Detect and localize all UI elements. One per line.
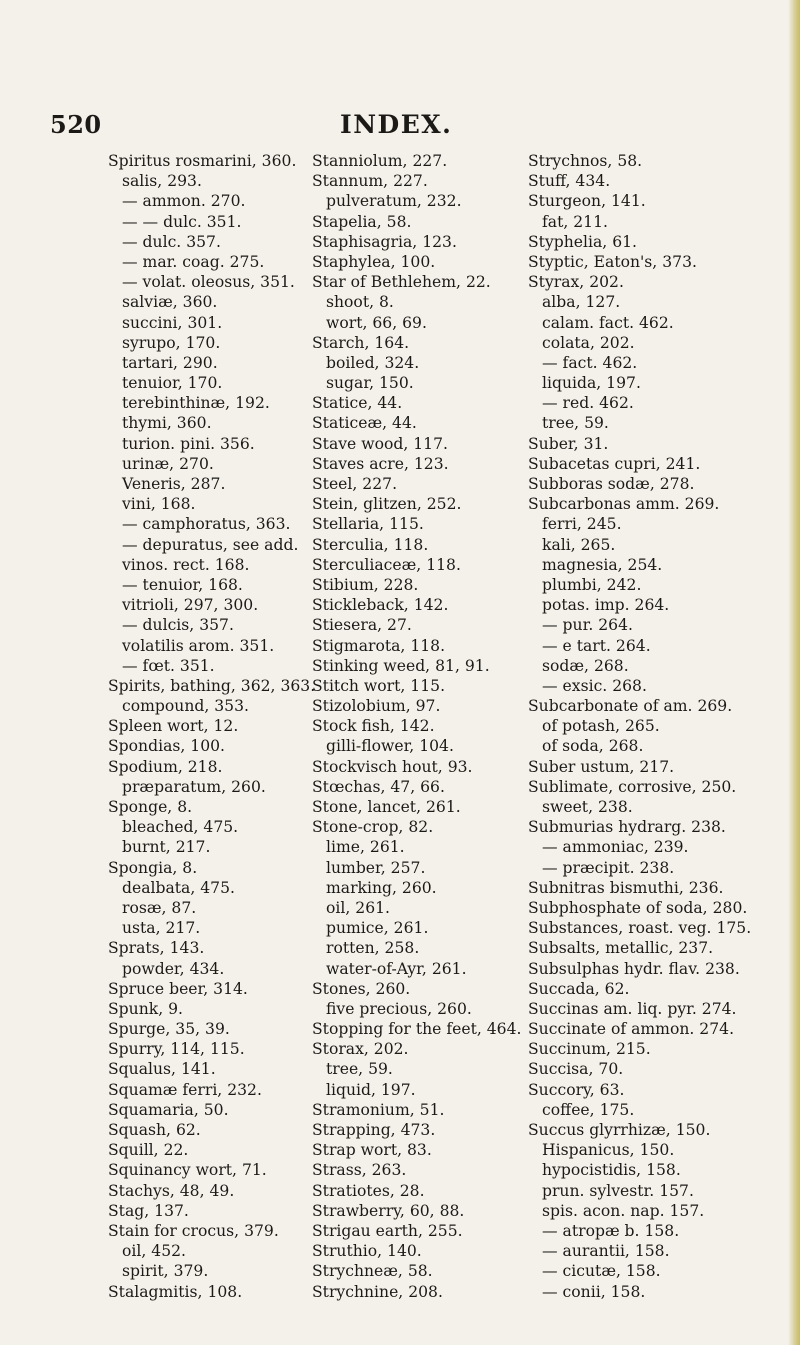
index-subentry: — exsic. 268. [542, 676, 647, 695]
index-entry: Spodium, 218. [108, 757, 223, 776]
index-subentry: — atropæ b. 158. [542, 1221, 680, 1240]
index-subentry: rotten, 258. [326, 939, 420, 958]
index-entry: Squinancy wort, 71. [108, 1161, 267, 1180]
index-entry: Succinum, 215. [528, 1040, 651, 1059]
index-entry: Subphosphate of soda, 280. [528, 898, 748, 917]
index-entry: Spirits, bathing, 362, 363. [108, 676, 316, 695]
index-entry: Sprats, 143. [108, 939, 205, 958]
index-entry: Stigmarota, 118. [312, 636, 446, 655]
index-subentry: calam. fact. 462. [542, 313, 674, 332]
index-entry: Stock fish, 142. [312, 717, 435, 736]
index-entry: Stanniolum, 227. [312, 152, 448, 170]
index-subentry: — cicutæ, 158. [542, 1262, 661, 1281]
index-entry: Strap wort, 83. [312, 1141, 432, 1160]
index-subentry: — camphoratus, 363. [122, 515, 291, 534]
index-entry: Squamaria, 50. [108, 1100, 229, 1119]
index-subentry: pulveratum, 232. [326, 192, 462, 211]
index-subentry: wort, 66, 69. [326, 313, 427, 332]
index-subentry: — pur. 264. [542, 616, 633, 635]
index-entry: Subsulphas hydr. flav. 238. [528, 959, 740, 978]
index-entry: Stinking weed, 81, 91. [312, 656, 490, 675]
index-entry: Stockvisch hout, 93. [312, 757, 473, 776]
index-entry: Styptic, Eaton's, 373. [528, 252, 697, 271]
index-entry: Styphelia, 61. [528, 232, 637, 251]
index-entry: Stone-crop, 82. [312, 818, 434, 837]
page-header [0, 110, 800, 150]
index-subentry: — fact. 462. [542, 353, 638, 372]
index-subentry: boiled, 324. [326, 353, 420, 372]
index-entry: Subsalts, metallic, 237. [528, 939, 714, 958]
index-entry: Stones, 260. [312, 979, 411, 998]
index-subentry: — tenuior, 168. [122, 575, 243, 594]
index-entry: Stiesera, 27. [312, 616, 412, 635]
index-subentry: tenuior, 170. [122, 374, 223, 393]
index-entry: Stopping for the feet, 464. [312, 1020, 522, 1039]
index-subentry: plumbi, 242. [542, 575, 642, 594]
index-entry: Spunk, 9. [108, 999, 183, 1018]
index-subentry: volatilis arom. 351. [122, 636, 275, 655]
index-entry: Stizolobium, 97. [312, 697, 441, 716]
index-entry: Stitch wort, 115. [312, 676, 446, 695]
index-subentry: gilli-flower, 104. [326, 737, 454, 756]
index-entry: Succory, 63. [528, 1080, 625, 1099]
index-subentry: — volat. oleosus, 351. [122, 273, 295, 292]
index-entry: Statice, 44. [312, 394, 403, 413]
index-entry: Staves acre, 123. [312, 454, 449, 473]
index-subentry: of soda, 268. [542, 737, 644, 756]
index-subentry: sugar, 150. [326, 374, 414, 393]
index-subentry: Veneris, 287. [122, 475, 226, 493]
index-subentry: potas. imp. 264. [542, 596, 670, 615]
index-subentry: hypocistidis, 158. [542, 1161, 681, 1180]
running-title: INDEX. [340, 110, 453, 139]
index-entry: Spondias, 100. [108, 737, 225, 756]
index-entry: Spurry, 114, 115. [108, 1040, 245, 1059]
index-entry: Succisa, 70. [528, 1060, 624, 1079]
index-entry: Sponge, 8. [108, 798, 193, 816]
index-subentry: sweet, 238. [542, 798, 633, 816]
index-subentry: of potash, 265. [542, 717, 660, 736]
index-entry: Subcarbonas amm. 269. [528, 495, 720, 514]
index-entry: Staphylea, 100. [312, 252, 436, 271]
index-subentry: lumber, 257. [326, 858, 426, 877]
index-entry: Strychnine, 208. [312, 1282, 443, 1301]
index-subentry: liquida, 197. [542, 374, 641, 393]
index-entry: Staticeæ, 44. [312, 414, 417, 433]
index-entry: Sublimate, corrosive, 250. [528, 777, 737, 796]
index-entry: Stapelia, 58. [312, 212, 412, 231]
index-subentry: compound, 353. [122, 697, 249, 716]
index-entry: Stramonium, 51. [312, 1100, 445, 1119]
index-subentry: rosæ, 87. [122, 898, 197, 917]
index-subentry: — — dulc. 351. [122, 212, 242, 231]
index-entry: Stein, glitzen, 252. [312, 495, 462, 514]
index-subentry: — depuratus, see add. [122, 535, 299, 554]
index-subentry: — præcipit. 238. [542, 858, 675, 877]
index-subentry: — fœt. 351. [122, 656, 215, 675]
index-subentry: thymi, 360. [122, 414, 212, 433]
index-entry: Stœchas, 47, 66. [312, 777, 445, 796]
index-entry: Spruce beer, 314. [108, 979, 248, 998]
index-subentry: five precious, 260. [326, 999, 472, 1018]
index-subentry: tartari, 290. [122, 353, 218, 372]
index-subentry: — conii, 158. [542, 1282, 646, 1301]
index-subentry: — aurantii, 158. [542, 1242, 670, 1261]
index-subentry: tree, 59. [326, 1060, 393, 1079]
index-subentry: succini, 301. [122, 313, 223, 332]
index-entry: Sturgeon, 141. [528, 192, 646, 211]
index-subentry: tree, 59. [542, 414, 609, 433]
index-subentry: — mar. coag. 275. [122, 252, 265, 271]
index-entry: Strawberry, 60, 88. [312, 1201, 465, 1220]
index-entry: Spurge, 35, 39. [108, 1020, 230, 1039]
index-subentry: powder, 434. [122, 959, 225, 978]
index-entry: Suber, 31. [528, 434, 609, 453]
index-entry: Strychneæ, 58. [312, 1262, 433, 1281]
index-entry: Subcarbonate of am. 269. [528, 697, 733, 716]
index-subentry: water-of-Ayr, 261. [326, 959, 467, 978]
index-entry: Styrax, 202. [528, 273, 624, 292]
index-subentry: — dulcis, 357. [122, 616, 234, 635]
index-entry: Spleen wort, 12. [108, 717, 239, 736]
index-subentry: — e tart. 264. [542, 636, 651, 655]
index-entry: Staphisagria, 123. [312, 232, 457, 251]
index-subentry: vinos. rect. 168. [122, 555, 250, 574]
index-subentry: colata, 202. [542, 333, 635, 352]
index-entry: Strychnos, 58. [528, 152, 643, 170]
index-subentry: bleached, 475. [122, 818, 239, 837]
index-subentry: terebinthinæ, 192. [122, 394, 270, 413]
index-entry: Succinate of ammon. 274. [528, 1020, 735, 1039]
index-entry: Strass, 263. [312, 1161, 407, 1180]
index-entry: Stickleback, 142. [312, 596, 449, 615]
index-subentry: oil, 261. [326, 898, 390, 917]
index-entry: Stalagmitis, 108. [108, 1282, 243, 1301]
index-subentry: dealbata, 475. [122, 878, 235, 897]
index-entry: Storax, 202. [312, 1040, 409, 1059]
index-subentry: fat, 211. [542, 212, 608, 231]
index-entry: Submurias hydrarg. 238. [528, 818, 726, 837]
index-entry: Squalus, 141. [108, 1060, 216, 1079]
index-column-3 [528, 151, 790, 1302]
index-subentry: vitrioli, 297, 300. [122, 596, 259, 615]
index-subentry: marking, 260. [326, 878, 437, 897]
index-subentry: urinæ, 270. [122, 454, 214, 473]
index-subentry: kali, 265. [542, 535, 616, 554]
index-subentry: lime, 261. [326, 838, 405, 857]
index-subentry: coffee, 175. [542, 1100, 635, 1119]
index-subentry: syrupo, 170. [122, 333, 221, 352]
index-entry: Subboras sodæ, 278. [528, 475, 695, 493]
index-subentry: spis. acon. nap. 157. [542, 1201, 705, 1220]
index-entry: Strigau earth, 255. [312, 1221, 463, 1240]
page-number: 520 [50, 110, 102, 139]
index-column-2 [312, 151, 520, 1302]
index-subentry: vini, 168. [122, 495, 196, 514]
index-subentry: — red. 462. [542, 394, 634, 413]
index-subentry: salviæ, 360. [122, 293, 218, 312]
index-entry: Sterculiaceæ, 118. [312, 555, 461, 574]
index-subentry: usta, 217. [122, 919, 201, 938]
index-subentry: spirit, 379. [122, 1262, 209, 1281]
index-subentry: salis, 293. [122, 172, 202, 191]
index-subentry: — ammoniac, 239. [542, 838, 689, 857]
index-entry: Stave wood, 117. [312, 434, 448, 453]
index-subentry: sodæ, 268. [542, 656, 629, 675]
index-entry: Sterculia, 118. [312, 535, 429, 554]
index-entry: Spongia, 8. [108, 858, 198, 877]
index-entry: Struthio, 140. [312, 1242, 422, 1261]
index-entry: Substances, roast. veg. 175. [528, 919, 752, 938]
index-entry: Stuff, 434. [528, 172, 611, 191]
index-subentry: magnesia, 254. [542, 555, 663, 574]
index-entry: Strapping, 473. [312, 1121, 436, 1139]
index-subentry: — ammon. 270. [122, 192, 246, 211]
index-entry: Squill, 22. [108, 1141, 189, 1160]
index-subentry: Hispanicus, 150. [542, 1141, 675, 1160]
index-subentry: prun. sylvestr. 157. [542, 1181, 694, 1200]
index-entry: Subnitras bismuthi, 236. [528, 878, 724, 897]
index-subentry: burnt, 217. [122, 838, 211, 857]
index-entry: Succinas am. liq. pyr. 274. [528, 999, 737, 1018]
index-entry: Steel, 227. [312, 475, 398, 493]
index-subentry: turion. pini. 356. [122, 434, 255, 453]
index-entry: Stannum, 227. [312, 172, 428, 191]
index-entry: Spiritus rosmarini, 360. [108, 152, 297, 170]
index-entry: Succada, 62. [528, 979, 630, 998]
index-subentry: liquid, 197. [326, 1080, 416, 1099]
index-entry: Subacetas cupri, 241. [528, 454, 701, 473]
index-entry: Stain for crocus, 379. [108, 1221, 279, 1240]
index-subentry: ferri, 245. [542, 515, 622, 534]
index-entry: Suber ustum, 217. [528, 757, 675, 776]
index-entry: Starch, 164. [312, 333, 410, 352]
index-entry: Stachys, 48, 49. [108, 1181, 235, 1200]
index-column-1 [108, 151, 316, 1302]
index-entry: Star of Bethlehem, 22. [312, 273, 491, 292]
index-subentry: alba, 127. [542, 293, 621, 312]
index-entry: Stag, 137. [108, 1201, 189, 1220]
index-subentry: shoot, 8. [326, 293, 394, 312]
index-entry: Stone, lancet, 261. [312, 798, 461, 816]
index-subentry: præparatum, 260. [122, 777, 266, 796]
index-entry: Stratiotes, 28. [312, 1181, 425, 1200]
index-entry: Succus glyrrhizæ, 150. [528, 1121, 711, 1139]
index-entry: Stibium, 228. [312, 575, 419, 594]
index-subentry: oil, 452. [122, 1242, 186, 1261]
index-subentry: — dulc. 357. [122, 232, 221, 251]
index-entry: Squash, 62. [108, 1121, 201, 1139]
index-entry: Squamæ ferri, 232. [108, 1080, 262, 1099]
index-entry: Stellaria, 115. [312, 515, 424, 534]
index-subentry: pumice, 261. [326, 919, 429, 938]
